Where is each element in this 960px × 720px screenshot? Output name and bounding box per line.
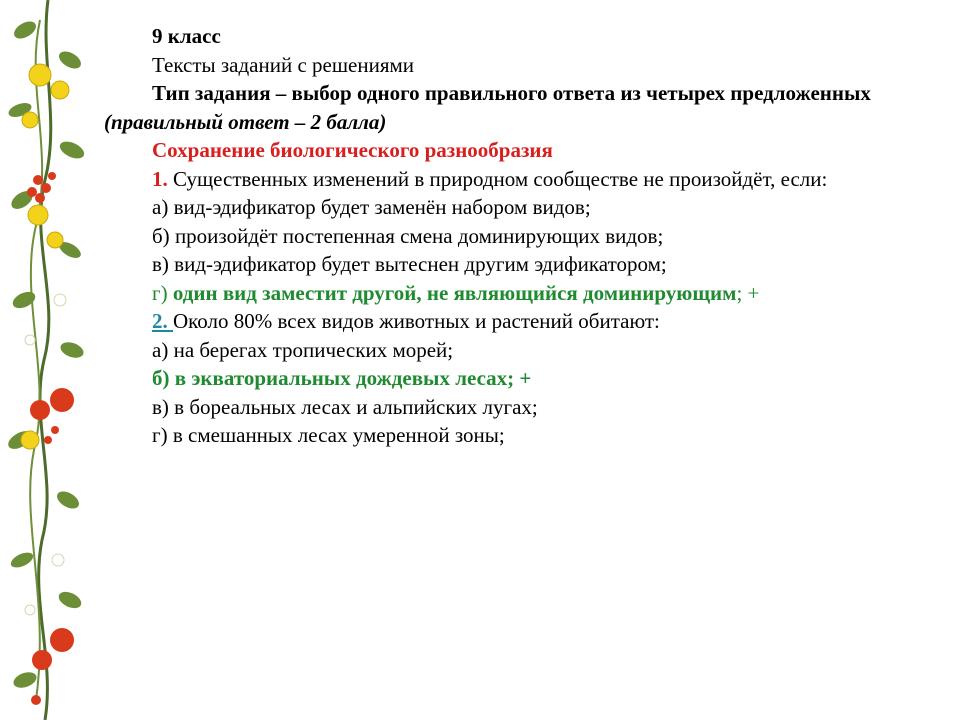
option-prefix: в) xyxy=(152,252,175,276)
option-text: в бореальных лесах и альпийских лугах; xyxy=(174,394,538,419)
option-1b xyxy=(104,222,944,251)
floral-border xyxy=(0,0,100,720)
subtitle: Тексты заданий с решениями xyxy=(152,52,415,77)
option-text: один вид заместит другой, не являющийся доминирующим xyxy=(172,280,737,305)
option-prefix: а) xyxy=(152,337,174,362)
option-2b-correct xyxy=(104,364,944,393)
option-2a xyxy=(104,336,944,365)
option-prefix: в) xyxy=(152,394,175,419)
task-type-bold: Тип задания – выбор одного правильного ответа из четырех предложенных xyxy=(152,81,871,105)
option-1c xyxy=(104,250,944,279)
question-1 xyxy=(104,165,944,194)
section-title: Сохранение биологического разнообразия xyxy=(152,138,553,162)
option-2c xyxy=(104,393,944,422)
option-prefix: а) xyxy=(152,195,174,219)
correct-mark: ; + xyxy=(736,280,760,305)
option-prefix: б) xyxy=(152,223,175,248)
option-prefix: г) xyxy=(152,423,173,447)
option-text: на берегах тропических морей; xyxy=(173,337,454,362)
option-text: вид-эдификатор будет вытеснен другим эдификатором; xyxy=(174,252,667,276)
grade-heading: 9 класс xyxy=(152,24,221,48)
option-2d xyxy=(104,421,944,450)
task-type-italic: (правильный ответ – 2 балла) xyxy=(104,109,387,134)
question-text: Около 80% всех видов животных и растений обитают: xyxy=(173,309,660,333)
option-prefix: г) xyxy=(152,280,173,305)
option-prefix: б) xyxy=(152,366,175,390)
option-1a xyxy=(104,193,944,222)
task-type xyxy=(104,79,944,136)
slide-content xyxy=(104,22,944,450)
question-number: 1. xyxy=(152,166,168,191)
option-text: произойдёт постепенная смена доминирующих видов; xyxy=(174,223,664,248)
question-text: Существенных изменений в природном сообществе не произойдёт, если: xyxy=(167,166,828,191)
question-2 xyxy=(104,307,944,336)
option-text: в экваториальных дождевых лесах; + xyxy=(174,366,532,390)
option-text: вид-эдификатор будет заменён набором видов; xyxy=(173,195,591,219)
option-text: в смешанных лесах умеренной зоны; xyxy=(172,423,505,447)
question-number-link[interactable]: 2. xyxy=(152,309,173,333)
option-1d-correct xyxy=(104,279,944,308)
